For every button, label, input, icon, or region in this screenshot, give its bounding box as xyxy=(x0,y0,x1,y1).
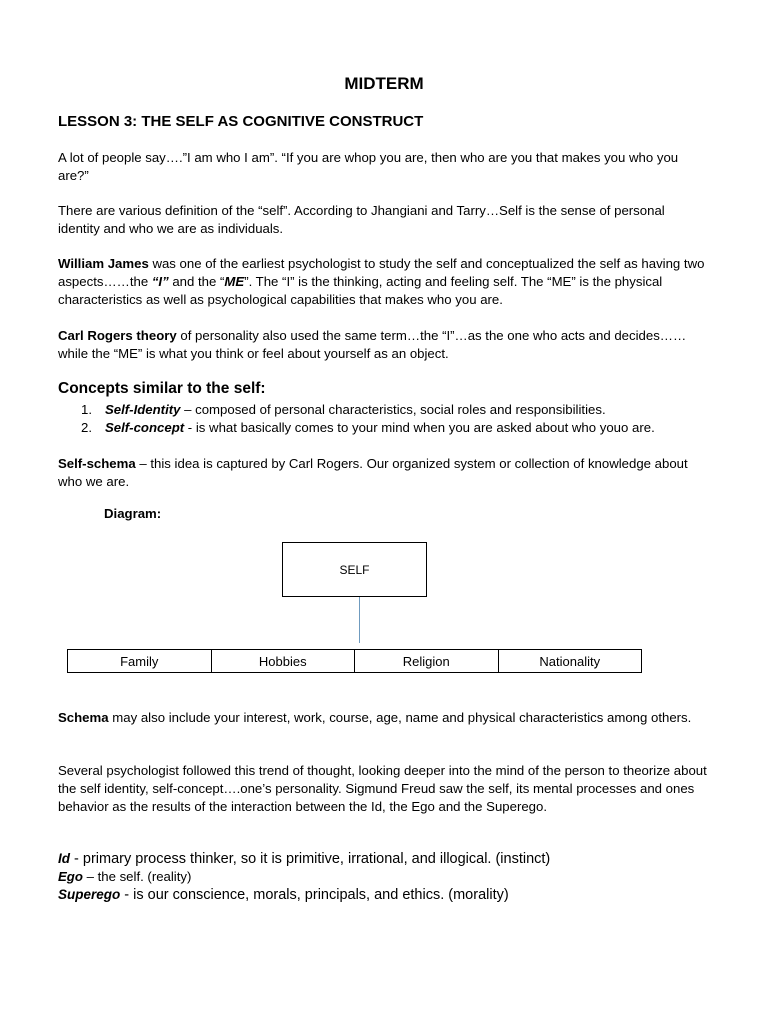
i-term: “I” xyxy=(151,274,169,289)
diagram-connector-line xyxy=(359,597,360,643)
page-title: MIDTERM xyxy=(344,74,424,93)
list-item xyxy=(58,419,718,437)
list-number: 1. xyxy=(81,402,92,417)
me-term: ME xyxy=(224,274,245,289)
intro-paragraph: A lot of people say….”I am who I am”. “If you are whop you are, then who are you that makes you who you are?” xyxy=(58,150,679,183)
lesson-heading: LESSON 3: THE SELF AS COGNITIVE CONSTRUCT xyxy=(58,113,424,130)
carl-rogers-name: Carl Rogers theory xyxy=(58,328,177,343)
carl-rogers-paragraph xyxy=(58,327,710,363)
id-text: - primary process thinker, so it is primitive, irrational, and illogical. (instinct) xyxy=(70,851,551,867)
diagram-self-box xyxy=(282,542,427,597)
ego-definition xyxy=(58,868,718,886)
diagram-category-family: Family xyxy=(68,650,212,672)
ego-term: Ego xyxy=(58,869,83,884)
william-james-text-2: and the “ xyxy=(168,274,225,289)
list-number: 2. xyxy=(81,420,92,435)
freud-definitions xyxy=(58,850,718,904)
concepts-heading: Concepts similar to the self: xyxy=(58,380,266,397)
definition-paragraph: There are various definition of the “self”. According to Jhangiani and Tarry…Self is the sense of personal identity and who we are as individuals. xyxy=(58,203,665,236)
carl-rogers-text: of personality also used the same term…the “I”…as the one who acts and decides……while the “ME” is what you think or feel about yourself as an object. xyxy=(58,328,687,361)
list-text: – composed of personal characteristics, social roles and responsibilities. xyxy=(180,402,606,417)
william-james-text-3: ”. The “I” is the thinking, acting and feeling self. The “ME” is the physical characteristics as well as psychological capabilities that makes who you are. xyxy=(58,274,663,307)
superego-term: Superego xyxy=(58,887,121,902)
superego-text: - is our conscience, morals, principals, and ethics. (morality) xyxy=(120,887,509,903)
ego-text: – the self. (reality) xyxy=(82,869,192,884)
schema-term: Schema xyxy=(58,710,109,725)
id-term: Id xyxy=(58,851,70,866)
william-james-text-1: was one of the earliest psychologist to study the self and conceptualized the self as having two aspects……the xyxy=(58,256,705,289)
self-schema-text: – this idea is captured by Carl Rogers. Our organized system or collection of knowledge about who we are. xyxy=(58,456,688,489)
diagram-label: Diagram: xyxy=(104,506,162,521)
william-james-paragraph xyxy=(58,255,710,309)
diagram-category-hobbies: Hobbies xyxy=(212,650,356,672)
self-schema-paragraph xyxy=(58,455,710,491)
diagram-self-label: SELF xyxy=(339,562,370,577)
concepts-list xyxy=(58,401,718,437)
william-james-name: William James xyxy=(58,256,149,271)
freud-paragraph: Several psychologist followed this trend of thought, looking deeper into the mind of the person to theorize about the self identity, self-concept….one’s personality. Sigmund Freud saw the self, its mental processes and ones behavior as the results of the interaction between the Id, the Ego and the Superego. xyxy=(58,763,707,814)
self-schema-term: Self-schema xyxy=(58,456,136,471)
list-term: Self-concept xyxy=(105,420,185,435)
diagram-category-nationality: Nationality xyxy=(539,653,601,669)
superego-definition xyxy=(58,886,718,904)
id-definition xyxy=(58,850,718,868)
list-text: - is what basically comes to your mind when you are asked about who youo are. xyxy=(184,420,655,435)
schema-text: may also include your interest, work, course, age, name and physical characteristics among others. xyxy=(108,710,692,725)
diagram-category-row xyxy=(67,649,642,673)
diagram-category-religion: Religion xyxy=(355,650,499,672)
list-term: Self-Identity xyxy=(105,402,181,417)
schema-paragraph xyxy=(58,709,710,727)
list-item xyxy=(58,401,718,419)
